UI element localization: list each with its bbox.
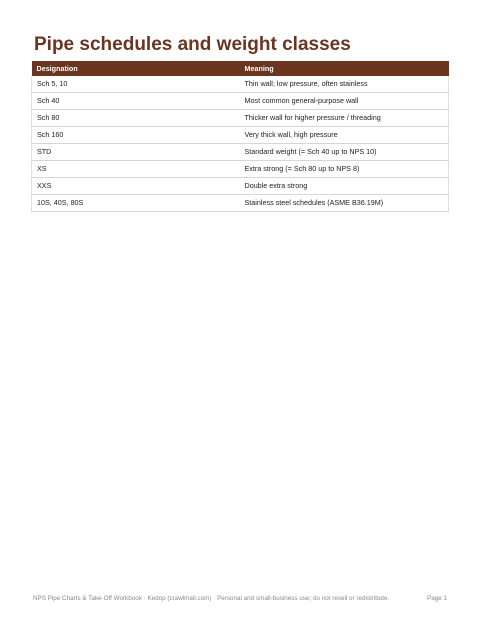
meaning-cell: Most common general-purpose wall	[240, 93, 449, 110]
table-row	[32, 144, 449, 161]
meaning-cell: Standard weight (= Sch 40 up to NPS 10)	[240, 144, 449, 161]
page-footer	[33, 595, 447, 602]
table-row	[32, 178, 449, 195]
designation-cell: Sch 160	[32, 127, 240, 144]
meaning-cell: Double extra strong	[240, 178, 449, 195]
designation-cell: Sch 40	[32, 93, 240, 110]
page-title: Pipe schedules and weight classes	[34, 34, 351, 55]
schedule-table	[31, 61, 449, 212]
meaning-cell: Thicker wall for higher pressure / threading	[240, 110, 449, 127]
meaning-cell: Extra strong (= Sch 80 up to NPS 8)	[240, 161, 449, 178]
table-row	[32, 195, 449, 212]
table-row	[32, 161, 449, 178]
designation-cell: 10S, 40S, 80S	[32, 195, 240, 212]
table-row	[32, 110, 449, 127]
designation-cell: STD	[32, 144, 240, 161]
header-meaning: Meaning	[240, 61, 449, 76]
meaning-cell: Very thick wall, high pressure	[240, 127, 449, 144]
table-row	[32, 76, 449, 93]
designation-cell: Sch 5, 10	[32, 76, 240, 93]
table-row	[32, 93, 449, 110]
table-header-row	[32, 61, 449, 76]
designation-cell: XXS	[32, 178, 240, 195]
table-row	[32, 127, 449, 144]
footer-credit: NPS Pipe Charts & Take-Off Workbook · Kedop (crawlmall.com) · Personal and small-business use; do not resell or redistribute.	[33, 595, 390, 602]
page-number: Page 1	[427, 595, 447, 602]
designation-cell: XS	[32, 161, 240, 178]
meaning-cell: Stainless steel schedules (ASME B36.19M)	[240, 195, 449, 212]
header-designation: Designation	[32, 61, 240, 76]
meaning-cell: Thin wall; low pressure, often stainless	[240, 76, 449, 93]
designation-cell: Sch 80	[32, 110, 240, 127]
